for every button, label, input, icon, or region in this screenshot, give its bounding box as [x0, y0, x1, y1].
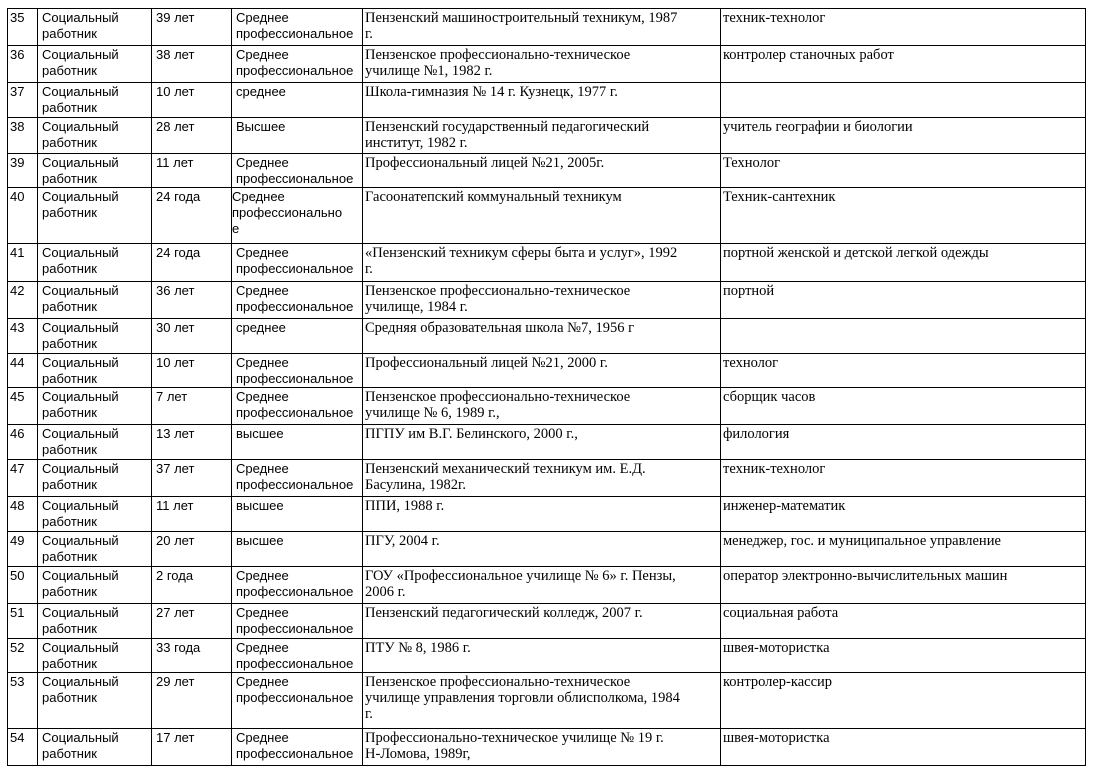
row-number-cell-text: 52: [10, 640, 25, 655]
table-row: [8, 673, 1086, 729]
row-number-cell: [8, 388, 38, 425]
education-level-cell-text: Среднее профессиональное: [236, 730, 354, 761]
institution-cell: [363, 354, 721, 388]
institution-cell-text: Пензенский государственный педагогический институт, 1982 г.: [365, 119, 650, 151]
education-level-cell-text: Среднее профессиональное: [236, 283, 354, 314]
table-row: [8, 188, 1086, 244]
specialty-cell: [721, 9, 1086, 46]
education-level-cell-text: Среднее профессиональное: [236, 389, 354, 420]
education-level-cell: [232, 567, 363, 604]
institution-cell: [363, 460, 721, 497]
institution-cell: [363, 604, 721, 639]
experience-cell-text: 2 года: [156, 568, 194, 583]
position-cell: [38, 46, 152, 83]
experience-cell-text: 38 лет: [156, 47, 195, 62]
institution-cell: [363, 46, 721, 83]
specialty-cell-text: Техник-сантехник: [723, 189, 836, 205]
institution-cell-text: ПТУ № 8, 1986 г.: [365, 640, 471, 656]
education-level-cell: [232, 46, 363, 83]
institution-cell: [363, 154, 721, 188]
table-body: [8, 9, 1086, 766]
specialty-cell-text: технолог: [723, 355, 779, 371]
table-row: [8, 354, 1086, 388]
specialty-cell: [721, 532, 1086, 567]
position-cell-text: Социальный работник: [42, 498, 119, 529]
table-row: [8, 497, 1086, 532]
specialty-cell: [721, 118, 1086, 154]
row-number-cell-text: 46: [10, 426, 25, 441]
experience-cell: [152, 118, 232, 154]
education-level-cell: [232, 154, 363, 188]
position-cell: [38, 319, 152, 354]
specialty-cell-text: сборщик часов: [723, 389, 816, 405]
experience-cell: [152, 729, 232, 766]
experience-cell-text: 29 лет: [156, 674, 195, 689]
experience-cell: [152, 319, 232, 354]
position-cell: [38, 425, 152, 460]
specialty-cell: [721, 729, 1086, 766]
experience-cell-text: 24 года: [156, 245, 201, 260]
position-cell: [38, 9, 152, 46]
education-level-cell: [232, 188, 363, 244]
institution-cell-text: ПГУ, 2004 г.: [365, 533, 440, 549]
row-number-cell: [8, 9, 38, 46]
experience-cell-text: 7 лет: [156, 389, 188, 404]
specialty-cell-text: инженер-математик: [723, 498, 846, 514]
position-cell: [38, 188, 152, 244]
experience-cell: [152, 639, 232, 673]
table-row: [8, 388, 1086, 425]
institution-cell-text: Профессионально-техническое училище № 19 г. Н-Ломова, 1989г,: [365, 730, 664, 762]
institution-cell-text: Пензенский педагогический колледж, 2007 г.: [365, 605, 643, 621]
education-level-cell-text: Среднее профессиональное: [236, 355, 354, 386]
education-level-cell: [232, 425, 363, 460]
institution-cell: [363, 532, 721, 567]
table-row: [8, 154, 1086, 188]
specialty-cell-text: портной: [723, 283, 775, 299]
specialty-cell: [721, 319, 1086, 354]
position-cell-text: Социальный работник: [42, 461, 119, 492]
position-cell-text: Социальный работник: [42, 568, 119, 599]
position-cell-text: Социальный работник: [42, 389, 119, 420]
row-number-cell-text: 44: [10, 355, 25, 370]
position-cell: [38, 83, 152, 118]
row-number-cell-text: 37: [10, 84, 25, 99]
row-number-cell-text: 38: [10, 119, 25, 134]
experience-cell-text: 24 года: [156, 189, 201, 204]
row-number-cell-text: 42: [10, 283, 25, 298]
row-number-cell: [8, 282, 38, 319]
staff-table: [7, 8, 1086, 766]
position-cell-text: Социальный работник: [42, 320, 119, 351]
row-number-cell: [8, 425, 38, 460]
education-level-cell-text: Среднее профессиональное: [236, 568, 354, 599]
specialty-cell-text: Технолог: [723, 155, 781, 171]
experience-cell-text: 37 лет: [156, 461, 195, 476]
row-number-cell-text: 50: [10, 568, 25, 583]
row-number-cell-text: 36: [10, 47, 25, 62]
specialty-cell: [721, 154, 1086, 188]
row-number-cell-text: 48: [10, 498, 25, 513]
specialty-cell: [721, 639, 1086, 673]
education-level-cell-text: среднее: [236, 84, 286, 99]
education-level-cell: [232, 354, 363, 388]
experience-cell: [152, 673, 232, 729]
table-row: [8, 319, 1086, 354]
row-number-cell: [8, 497, 38, 532]
institution-cell-text: Пензенское профессионально-техническое училище управления торговли облисполкома, 1984 г.: [365, 674, 680, 722]
institution-cell: [363, 244, 721, 282]
position-cell-text: Социальный работник: [42, 283, 119, 314]
specialty-cell-text: филология: [723, 426, 790, 442]
specialty-cell: [721, 282, 1086, 319]
position-cell: [38, 354, 152, 388]
institution-cell-text: Пензенское профессионально-техническое училище №1, 1982 г.: [365, 47, 631, 79]
experience-cell-text: 11 лет: [156, 498, 194, 513]
institution-cell: [363, 639, 721, 673]
row-number-cell-text: 45: [10, 389, 25, 404]
specialty-cell-text: техник-технолог: [723, 461, 826, 477]
position-cell-text: Социальный работник: [42, 730, 119, 761]
experience-cell: [152, 532, 232, 567]
institution-cell-text: Пензенский машиностроительный техникум, 1987 г.: [365, 10, 678, 42]
position-cell: [38, 729, 152, 766]
education-level-cell: [232, 673, 363, 729]
specialty-cell-text: контролер станочных работ: [723, 47, 894, 63]
institution-cell-text: Профессиональный лицей №21, 2000 г.: [365, 355, 608, 371]
position-cell-text: Социальный работник: [42, 426, 119, 457]
institution-cell: [363, 118, 721, 154]
position-cell-text: Социальный работник: [42, 605, 119, 636]
row-number-cell: [8, 604, 38, 639]
education-level-cell: [232, 604, 363, 639]
institution-cell-text: Пензенский механический техникум им. Е.Д. Басулина, 1982г.: [365, 461, 646, 493]
specialty-cell: [721, 83, 1086, 118]
experience-cell: [152, 83, 232, 118]
specialty-cell: [721, 460, 1086, 497]
position-cell: [38, 282, 152, 319]
table-row: [8, 118, 1086, 154]
row-number-cell: [8, 188, 38, 244]
education-level-cell: [232, 639, 363, 673]
education-level-cell-text: Среднее профессиональное: [236, 605, 354, 636]
education-level-cell-text: среднее: [236, 320, 286, 335]
position-cell: [38, 604, 152, 639]
specialty-cell-text: учитель географии и биологии: [723, 119, 913, 135]
table-row: [8, 729, 1086, 766]
position-cell-text: Социальный работник: [42, 119, 119, 150]
education-level-cell-text: Среднее профессиональное: [236, 640, 354, 671]
row-number-cell-text: 54: [10, 730, 25, 745]
education-level-cell-text: Среднее профессиональное: [236, 155, 354, 186]
table-row: [8, 282, 1086, 319]
table-row: [8, 460, 1086, 497]
institution-cell: [363, 497, 721, 532]
experience-cell: [152, 154, 232, 188]
position-cell: [38, 532, 152, 567]
education-level-cell-text: Среднее профессиональное: [236, 461, 354, 492]
row-number-cell-text: 35: [10, 10, 25, 25]
row-number-cell: [8, 46, 38, 83]
row-number-cell: [8, 673, 38, 729]
education-level-cell: [232, 497, 363, 532]
experience-cell: [152, 188, 232, 244]
institution-cell-text: Пензенское профессионально-техническое училище, 1984 г.: [365, 283, 631, 315]
institution-cell-text: Школа-гимназия № 14 г. Кузнецк, 1977 г.: [365, 84, 618, 100]
experience-cell-text: 36 лет: [156, 283, 195, 298]
specialty-cell-text: социальная работа: [723, 605, 839, 621]
specialty-cell: [721, 673, 1086, 729]
experience-cell-text: 20 лет: [156, 533, 195, 548]
position-cell-text: Социальный работник: [42, 10, 119, 41]
specialty-cell: [721, 497, 1086, 532]
position-cell: [38, 154, 152, 188]
institution-cell-text: Гасоонатепский коммунальный техникум: [365, 189, 622, 205]
specialty-cell: [721, 425, 1086, 460]
experience-cell: [152, 604, 232, 639]
education-level-cell-text: Среднее профессионально е: [232, 189, 343, 236]
table-row: [8, 9, 1086, 46]
specialty-cell: [721, 244, 1086, 282]
position-cell-text: Социальный работник: [42, 355, 119, 386]
education-level-cell-text: высшее: [236, 498, 284, 513]
position-cell: [38, 567, 152, 604]
experience-cell: [152, 388, 232, 425]
row-number-cell: [8, 532, 38, 567]
row-number-cell: [8, 83, 38, 118]
position-cell-text: Социальный работник: [42, 674, 119, 705]
institution-cell: [363, 9, 721, 46]
institution-cell-text: ГОУ «Профессиональное училище № 6» г. Пензы, 2006 г.: [365, 568, 676, 600]
specialty-cell-text: швея-мотористка: [723, 730, 830, 746]
experience-cell: [152, 46, 232, 83]
education-level-cell: [232, 244, 363, 282]
specialty-cell-text: портной женской и детской легкой одежды: [723, 245, 989, 261]
institution-cell-text: Пензенское профессионально-техническое училище № 6, 1989 г.,: [365, 389, 631, 421]
row-number-cell: [8, 567, 38, 604]
specialty-cell-text: швея-мотористка: [723, 640, 830, 656]
table-row: [8, 567, 1086, 604]
position-cell: [38, 244, 152, 282]
institution-cell-text: Профессиональный лицей №21, 2005г.: [365, 155, 605, 171]
table-row: [8, 425, 1086, 460]
institution-cell: [363, 729, 721, 766]
education-level-cell: [232, 9, 363, 46]
experience-cell-text: 27 лет: [156, 605, 195, 620]
position-cell: [38, 118, 152, 154]
table-row: [8, 639, 1086, 673]
specialty-cell: [721, 188, 1086, 244]
specialty-cell: [721, 567, 1086, 604]
experience-cell-text: 11 лет: [156, 155, 194, 170]
institution-cell: [363, 83, 721, 118]
institution-cell: [363, 388, 721, 425]
education-level-cell: [232, 319, 363, 354]
position-cell-text: Социальный работник: [42, 155, 119, 186]
specialty-cell: [721, 604, 1086, 639]
row-number-cell: [8, 154, 38, 188]
position-cell: [38, 460, 152, 497]
experience-cell-text: 17 лет: [156, 730, 195, 745]
specialty-cell: [721, 354, 1086, 388]
experience-cell: [152, 282, 232, 319]
row-number-cell: [8, 244, 38, 282]
row-number-cell: [8, 460, 38, 497]
education-level-cell: [232, 118, 363, 154]
institution-cell: [363, 282, 721, 319]
position-cell-text: Социальный работник: [42, 245, 119, 276]
specialty-cell-text: менеджер, гос. и муниципальное управление: [723, 533, 1001, 549]
table-row: [8, 604, 1086, 639]
education-level-cell-text: Среднее профессиональное: [236, 245, 354, 276]
experience-cell: [152, 354, 232, 388]
education-level-cell-text: Среднее профессиональное: [236, 674, 354, 705]
row-number-cell-text: 53: [10, 674, 25, 689]
row-number-cell-text: 51: [10, 605, 25, 620]
position-cell: [38, 673, 152, 729]
row-number-cell: [8, 354, 38, 388]
education-level-cell-text: Среднее профессиональное: [236, 47, 354, 78]
position-cell-text: Социальный работник: [42, 533, 119, 564]
position-cell-text: Социальный работник: [42, 640, 119, 671]
position-cell-text: Социальный работник: [42, 84, 119, 115]
specialty-cell: [721, 46, 1086, 83]
institution-cell: [363, 425, 721, 460]
position-cell: [38, 497, 152, 532]
row-number-cell-text: 41: [10, 245, 25, 260]
experience-cell: [152, 460, 232, 497]
row-number-cell-text: 47: [10, 461, 25, 476]
row-number-cell-text: 49: [10, 533, 25, 548]
row-number-cell: [8, 729, 38, 766]
position-cell-text: Социальный работник: [42, 47, 119, 78]
specialty-cell-text: техник-технолог: [723, 10, 826, 26]
specialty-cell: [721, 388, 1086, 425]
row-number-cell-text: 43: [10, 320, 25, 335]
row-number-cell: [8, 319, 38, 354]
education-level-cell: [232, 729, 363, 766]
experience-cell-text: 10 лет: [156, 84, 195, 99]
education-level-cell-text: Высшее: [236, 119, 286, 134]
position-cell: [38, 639, 152, 673]
experience-cell: [152, 497, 232, 532]
specialty-cell-text: оператор электронно-вычислительных машин: [723, 568, 1008, 584]
position-cell-text: Социальный работник: [42, 189, 119, 220]
institution-cell-text: «Пензенский техникум сферы быта и услуг», 1992 г.: [365, 245, 678, 277]
row-number-cell-text: 39: [10, 155, 25, 170]
education-level-cell: [232, 83, 363, 118]
experience-cell-text: 10 лет: [156, 355, 195, 370]
institution-cell: [363, 567, 721, 604]
institution-cell: [363, 319, 721, 354]
experience-cell: [152, 9, 232, 46]
education-level-cell: [232, 532, 363, 567]
education-level-cell: [232, 282, 363, 319]
position-cell: [38, 388, 152, 425]
experience-cell-text: 13 лет: [156, 426, 195, 441]
institution-cell: [363, 673, 721, 729]
education-level-cell-text: высшее: [236, 426, 284, 441]
education-level-cell-text: высшее: [236, 533, 284, 548]
experience-cell: [152, 425, 232, 460]
experience-cell-text: 30 лет: [156, 320, 195, 335]
table-row: [8, 244, 1086, 282]
table-row: [8, 46, 1086, 83]
specialty-cell-text: контролер-кассир: [723, 674, 833, 690]
row-number-cell: [8, 639, 38, 673]
experience-cell-text: 28 лет: [156, 119, 195, 134]
experience-cell-text: 39 лет: [156, 10, 195, 25]
education-level-cell-text: Среднее профессиональное: [236, 10, 354, 41]
experience-cell-text: 33 года: [156, 640, 201, 655]
institution-cell-text: ПГПУ им В.Г. Белинского, 2000 г.,: [365, 426, 578, 442]
education-level-cell: [232, 460, 363, 497]
table-row: [8, 532, 1086, 567]
institution-cell: [363, 188, 721, 244]
row-number-cell-text: 40: [10, 189, 25, 204]
institution-cell-text: Средняя образовательная школа №7, 1956 г: [365, 320, 635, 336]
institution-cell-text: ППИ, 1988 г.: [365, 498, 445, 514]
experience-cell: [152, 567, 232, 604]
education-level-cell: [232, 388, 363, 425]
table-row: [8, 83, 1086, 118]
row-number-cell: [8, 118, 38, 154]
experience-cell: [152, 244, 232, 282]
